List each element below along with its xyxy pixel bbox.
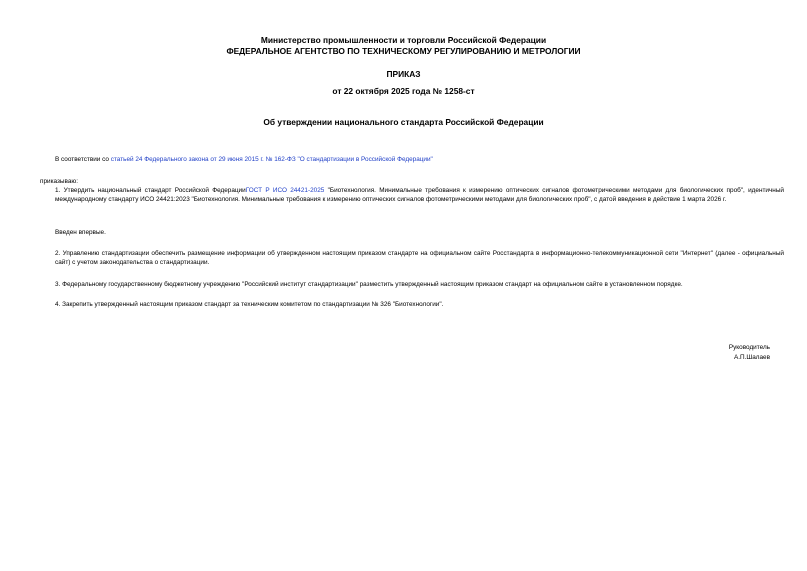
item-1-rest: "Биотехнология. Минимальные требования к измерению оптических сигналов фотометрическими методами для биологических проб", идентичный международному стандарту ИСО 24421:2023 "Биотехнология. Минимальные требования к измерению оптических сигналов фотометрическими методами для биологических проб", с датой введения в действие 1 марта 2026 г. [55, 187, 784, 204]
item-2-paragraph: 2. Управлению стандартизации обеспечить размещение информации об утвержденном настоящим приказом стандарте на официальном сайте Росстандарта в информационно-телекоммуникационной сети "Интернет" (далее - официальный сайт) с учетом законодательства о стандартизации. [55, 250, 784, 267]
document-title: Об утверждении национального стандарта Российской Федерации [263, 117, 544, 127]
agency-name: ФЕДЕРАЛЬНОЕ АГЕНТСТВО ПО ТЕХНИЧЕСКОМУ РЕГУЛИРОВАНИЮ И МЕТРОЛОГИИ [226, 46, 581, 56]
signatory-position: Руководитель [728, 344, 770, 351]
item-3-paragraph: 3. Федеральному государственному бюджетному учреждению "Российский институт стандартизации" разместить утвержденный настоящим приказом стандарт на официальном сайте в установленном порядке. [55, 281, 683, 288]
order-word: приказываю: [40, 178, 78, 185]
preamble-paragraph [40, 155, 784, 164]
federal-law-link[interactable]: статьей 24 Федерального закона от 29 июня 2015 г. № 162-ФЗ "О стандартизации в Российской Федерации" [110, 156, 433, 163]
introduced-first-note: Введен впервые. [55, 229, 106, 236]
preamble-prefix: В соответствии со [55, 156, 111, 163]
item-4-paragraph: 4. Закрепить утвержденный настоящим приказом стандарт за техническим комитетом по стандартизации № 326 "Биотехнологии". [55, 301, 444, 308]
item-1-prefix: 1. Утвердить национальный стандарт Российской Федерации [55, 187, 246, 194]
signatory-name: А.П.Шалаев [733, 354, 770, 361]
item-1-paragraph [40, 186, 784, 204]
ministry-name: Министерство промышленности и торговли Российской Федерации [260, 35, 547, 45]
document-date-number: от 22 октября 2025 года № 1258-ст [332, 86, 475, 96]
gost-standard-link[interactable]: ГОСТ Р ИСО 24421-2025 [245, 187, 325, 194]
document-type: ПРИКАЗ [386, 69, 421, 79]
